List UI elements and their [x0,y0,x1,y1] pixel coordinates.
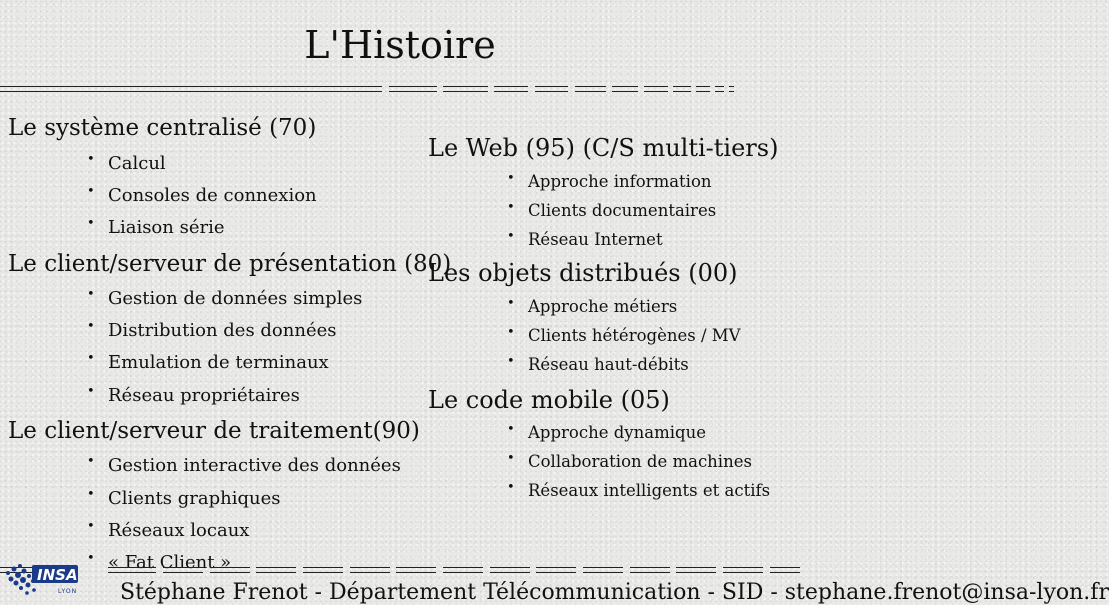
list-item: • Approche dynamique [507,422,706,442]
list-item: • Distribution des données [87,319,337,341]
list-item: • Approche information [507,171,712,191]
list-item: • Clients graphiques [87,487,281,509]
section-heading: Le système centralisé (70) [8,115,317,141]
list-item: • Emulation de terminaux [87,351,329,373]
list-item: • Réseau haut-débits [507,354,689,374]
list-item: • Collaboration de machines [507,451,752,471]
list-item: • Clients hétérogènes / MV [507,325,741,345]
section-heading: Les objets distribués (00) [428,259,738,287]
list-item: • Consoles de connexion [87,184,317,206]
list-item: • Réseau propriétaires [87,384,300,406]
footer-divider [0,567,800,575]
list-item: • Réseaux intelligents et actifs [507,480,771,500]
list-item: • Clients documentaires [507,200,717,220]
list-item: • Calcul [87,152,166,174]
footer-text: Stéphane Frenot - Département Télécommunication - SID - stephane.frenot@insa-lyon.fr [120,580,1109,605]
list-item: • « Fat Client » [87,551,232,573]
svg-text:INSA: INSA [37,566,78,584]
list-item: • Réseau Internet [507,229,663,249]
list-item: • Liaison série [87,216,225,238]
insa-logo-icon [2,557,78,600]
slide-title: L'Histoire [304,23,496,67]
section-heading: Le code mobile (05) [428,386,670,414]
list-item: • Approche métiers [507,296,678,316]
svg-text:LYON: LYON [58,588,78,595]
list-item: • Gestion interactive des données [87,454,401,476]
list-item: • Gestion de données simples [87,287,363,309]
section-heading: Le Web (95) (C/S multi-tiers) [428,134,779,162]
section-heading: Le client/serveur de présentation (80) [8,251,452,277]
list-item: • Réseaux locaux [87,519,250,541]
title-divider-top [0,86,740,94]
section-heading: Le client/serveur de traitement(90) [8,418,420,444]
